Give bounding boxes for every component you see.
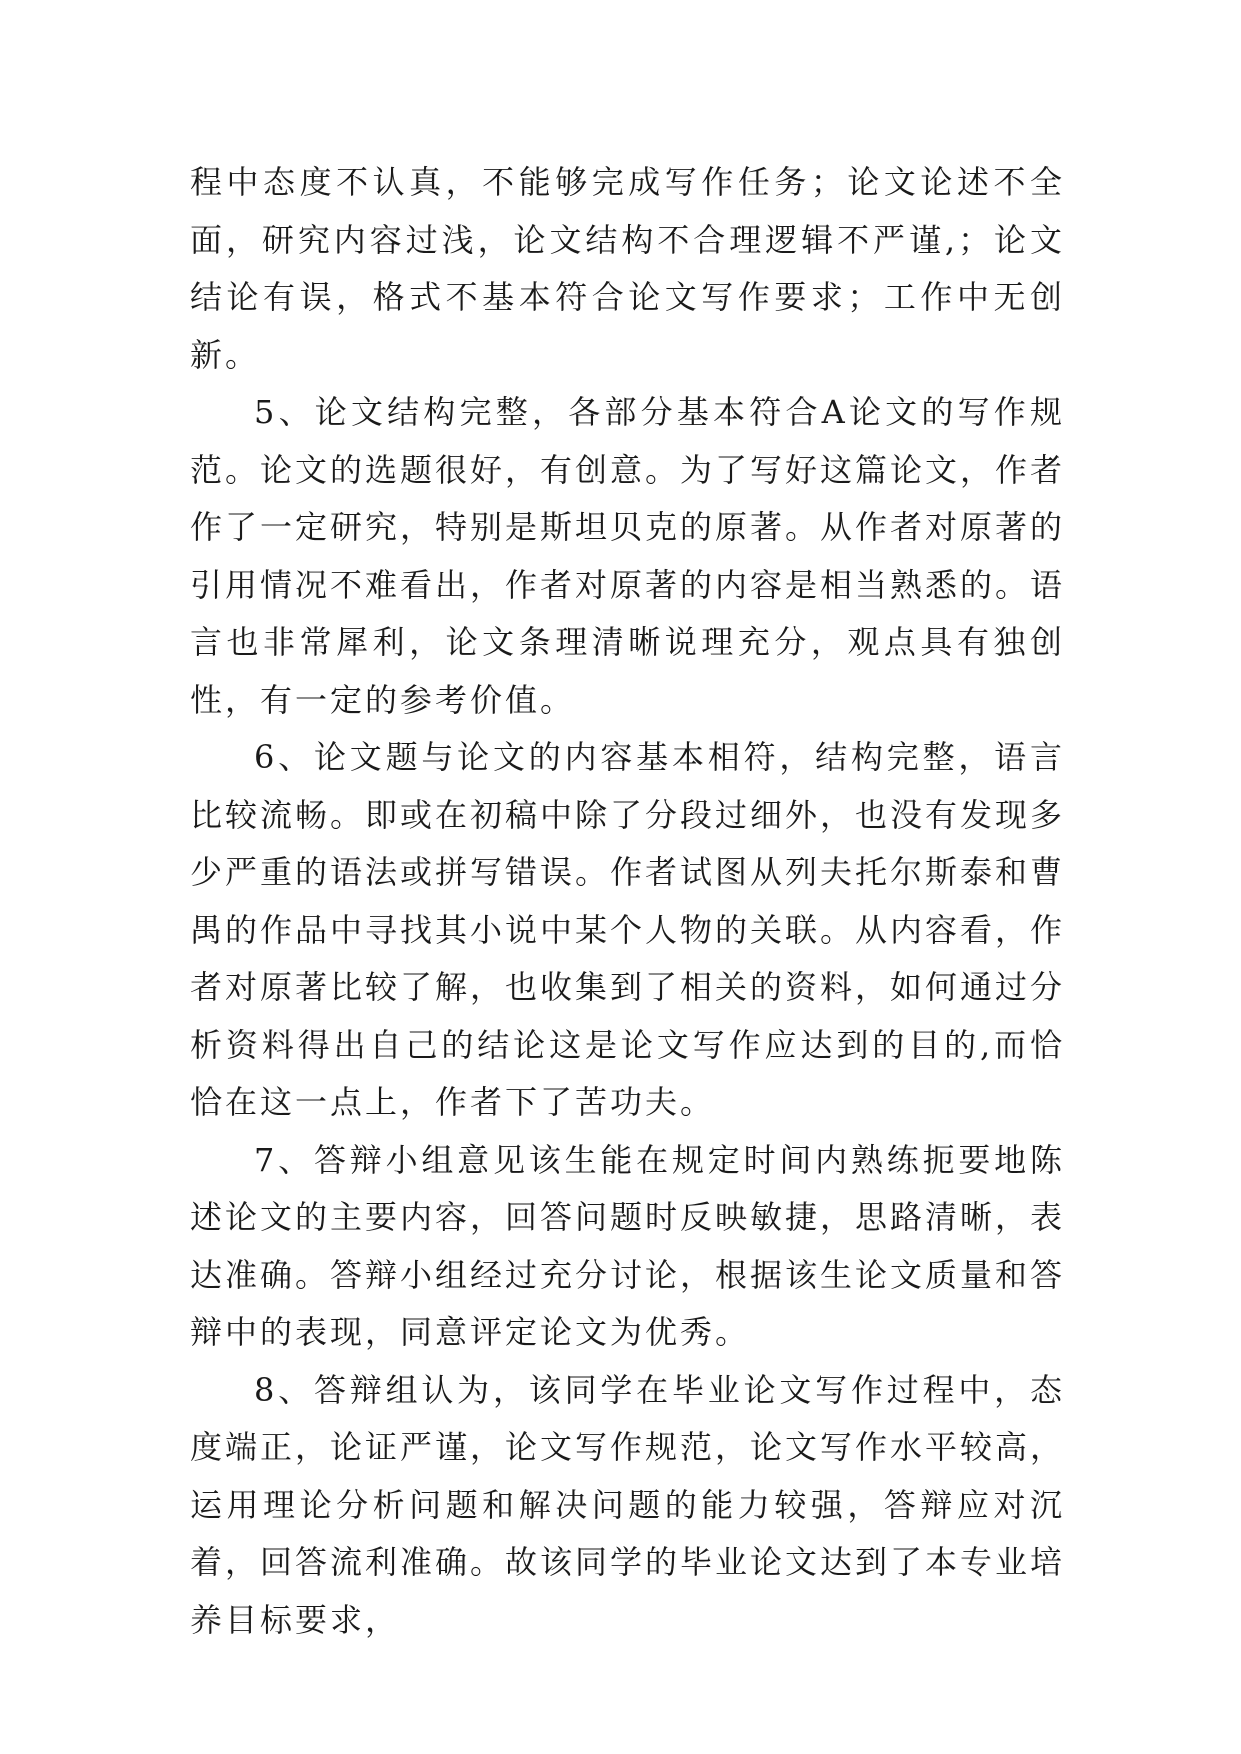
paragraph-continuation: 程中态度不认真，不能够完成写作任务；论文论述不全面，研究内容过浅，论文结构不合理逻辑不严谨,；论文结论有误，格式不基本符合论文写作要求；工作中无创新。 — [190, 163, 1065, 374]
paragraph-8: 8、答辩组认为，该同学在毕业论文写作过程中，态度端正，论证严谨，论文写作规范，论文写作水平较高，运用理论分析问题和解决问题的能力较强，答辩应对沉着，回答流利准确。故该同学的毕业论文达到了本专业培养目标要求， — [190, 1370, 1066, 1639]
paragraph-6: 6、论文题与论文的内容基本相符，结构完整，语言比较流畅。即或在初稿中除了分段过细外，也没有发现多少严重的语法或拼写错误。作者试图从列夫托尔斯泰和曹禺的作品中寻找其小说中某个人物的关联。从内容看，作者对原著比较了解，也收集到了相关的资料，如何通过分析资料得出自己的结论这是论文写作应达到的目的,而恰恰在这一点上，作者下了苦功夫。 — [190, 738, 1066, 1121]
paragraph-5: 5、论文结构完整，各部分基本符合A论文的写作规范。论文的选题很好，有创意。为了写好这篇论文，作者作了一定研究，特别是斯坦贝克的原著。从作者对原著的引用情况不难看出，作者对原著的内容是相当熟悉的。语言也非常犀利，论文条理清晰说理充分，观点具有独创性，有一定的参考价值。 — [190, 393, 1066, 719]
paragraph-7: 7、答辩小组意见该生能在规定时间内熟练扼要地陈述论文的主要内容，回答问题时反映敏捷，思路清晰，表达准确。答辩小组经过充分讨论，根据该生论文质量和答辩中的表现，同意评定论文为优秀。 — [190, 1140, 1066, 1351]
document-page — [190, 154, 1065, 1649]
